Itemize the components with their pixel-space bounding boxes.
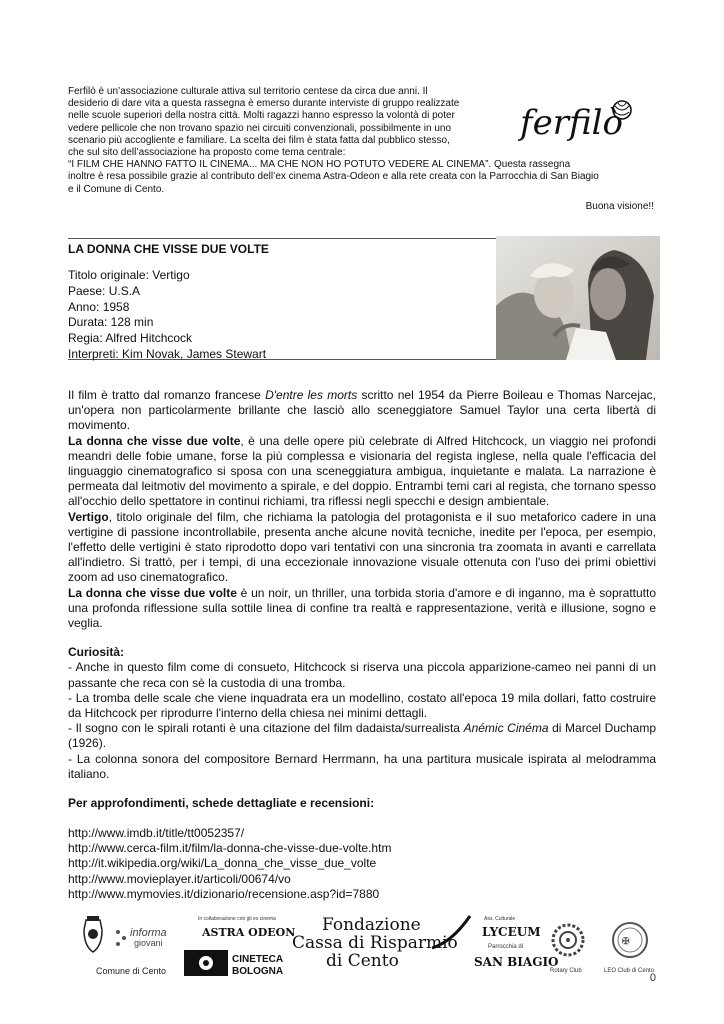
- curiosita-item: - La colonna sonora del compositore Bernard Herrmann, ha una partitura musicale ispirata al melodramma italiano.: [68, 751, 656, 781]
- informa-giovani-logo: [116, 927, 167, 948]
- film-detail: Interpreti: Kim Novak, James Stewart: [68, 346, 267, 361]
- leo-label: LEO Club di Cento: [604, 968, 655, 974]
- intro-line: scenario più accogliente e familiare. La scelta dei film è stata fatta dal pubblico stesso,: [68, 134, 450, 146]
- film-detail: Titolo originale: Vertigo: [68, 268, 190, 282]
- intro-line: inoltre è resa possibile grazie al contributo dell’ex cinema Astra-Odeon e alla rete creata con la Parrocchia di San Biagio: [68, 171, 599, 183]
- curiosita-item: - Il sogno con le spirali rotanti è una citazione del film dadaista/surrealista Anémic Cinéma di Marcel Duchamp (1926).: [68, 721, 657, 751]
- fondazione-cassa-logo: [292, 915, 470, 971]
- reference-link[interactable]: http://www.cerca-film.it/film/la-donna-che-visse-due-volte.htm: [68, 841, 392, 856]
- article-body: [68, 388, 656, 811]
- sponsor-logos: [60, 912, 660, 984]
- reference-link[interactable]: http://www.mymovies.it/dizionario/recensione.asp?id=7880: [68, 886, 380, 901]
- page-mark: 0: [649, 972, 656, 984]
- astra-small-label: In collaborazione con gli ex cinema: [198, 916, 276, 922]
- paragraph: La donna che visse due volte, è una delle opere più celebrate di Alfred Hitchcock, un viaggio nei profondi meandri delle fobie umane, forse la più complessa e visionaria del regista inglese, nella quale l'efficacia del linguaggio cinematografico si sposa con una sceneggiatura ambigua, inquietante e malata. La narrazione è permeata dal leitmotiv del movimento a spirale, e del doppio. Entrambi temi cari al regista, che tornano spesso all'occhio dello spettatore in continui richiami, tra riflessi negli specchi e design ambientale.: [68, 433, 657, 509]
- cineteca-label: CINETECA: [232, 954, 284, 965]
- fondazione-label: Fondazione: [322, 915, 421, 935]
- comune-label: Comune di Cento: [96, 966, 167, 976]
- film-still-photo: [496, 236, 660, 360]
- film-detail: Paese: U.S.A: [68, 283, 141, 298]
- intro-line: Ferfilò è un’associazione culturale attiva sul territorio centese da circa due anni. Il: [68, 86, 428, 97]
- lyceum-san-biagio-logo: [474, 916, 559, 969]
- san-biagio-label: SAN BIAGIO: [474, 955, 559, 969]
- informa-label: informa: [130, 927, 167, 939]
- intro-line: “I FILM CHE HANNO FATTO IL CINEMA... MA CHE NON HO POTUTO VEDERE AL CINEMA”. Questa rassegna: [68, 159, 571, 171]
- svg-text:✠: ✠: [622, 936, 630, 946]
- intro-line: e il Comune di Cento.: [68, 183, 165, 195]
- lyceum-small-label: Ass. Culturale: [484, 916, 516, 922]
- lyceum-label: LYCEUM: [482, 925, 541, 939]
- giovani-label: giovani: [134, 938, 163, 948]
- curiosita-item: - La tromba delle scale che viene inquadrata era un modellino, costato all'epoca 19 mila dollari, fatto costruire da Hitchcock per riprodurre l'interno della chiesa nei minimi dettagli.: [68, 690, 656, 721]
- astra-odeon-logo: [198, 916, 295, 939]
- ferfilo-logo-text: ferfilò: [520, 103, 623, 143]
- cento-label: di Cento: [326, 951, 399, 971]
- parrocchia-label: Parrocchia di: [488, 944, 524, 950]
- cassa-label: Cassa di Risparmio: [292, 933, 458, 953]
- links-list: [68, 826, 628, 902]
- film-detail: Regia: Alfred Hitchcock: [68, 331, 193, 346]
- paragraph: Vertigo, titolo originale del film, che richiama la patologia del protagonista e il suo metaforico cadere in una vertigine di passione incontrollabile, presenta anche alcune novità tecniche, inedite per l'epoca, per esempio, l'effetto delle vertigini è stato riprodotto dopo vari tentativi con una sincronia tra zoomata in avanti e carrellata all'indietro. Si trattò, per i tempi, di una eccezionale innovazione visuale ottenuta con l'uso dei primi obiettivi zoom ad uso cinematografico.: [68, 509, 656, 585]
- reference-link[interactable]: http://www.movieplayer.it/articoli/00674/vo: [68, 871, 291, 886]
- film-details: [68, 268, 496, 363]
- paragraph: La donna che visse due volte è un noir, un thriller, una torbida storia d'amore e di inganno, ma è soprattutto una profonda riflessione sulla sottile linea di confine tra realtà e rappresentazione, verità e illusione, sogno e veglia.: [68, 585, 656, 631]
- intro-line: desiderio di dare vita a questa rassegna è emerso durante interviste di gruppo realizzate: [68, 98, 460, 110]
- curiosita-heading: Curiosità:: [68, 645, 125, 660]
- cineteca-bologna-logo: [184, 950, 283, 977]
- signoff: Buona visione!!: [585, 201, 654, 212]
- astra-label: ASTRA ODEON: [202, 926, 296, 939]
- links-heading: Per approfondimenti, schede dettagliate e recensioni:: [68, 796, 375, 811]
- ferfilo-logo: [518, 96, 634, 146]
- film-detail: Anno: 1958: [68, 299, 130, 314]
- intro-line: vedere pellicole che non trovano spazio nei circuiti convenzionali, possibilmente in uno: [68, 122, 452, 134]
- film-title: LA DONNA CHE VISSE DUE VOLTE: [68, 242, 269, 256]
- paragraph: Il film è tratto dal romanzo francese D'entre les morts scritto nel 1954 da Pierre Boileau e Thomas Narcejac, un'opera non particolarmente brillante che lasciò allo sceneggiatore Samuel Taylor una certa libertà di movimento.: [68, 388, 656, 433]
- film-detail: Durata: 128 min: [68, 315, 154, 330]
- film-info-box: [68, 238, 496, 360]
- intro-line: che sul sito dell’associazione ha proposto come tema centrale:: [68, 147, 346, 159]
- bologna-label: BOLOGNA: [232, 966, 284, 977]
- novel-title: D'entre les morts: [265, 388, 358, 402]
- leo-club-logo: [604, 923, 655, 974]
- curiosita-item: - Anche in questo film come di consueto, Hitchcock si riserva una piccola apparizione-cameo nei panni di un passante che reca con sè la custodia di una tromba.: [68, 660, 656, 690]
- rotary-label: Rotary Club: [550, 968, 582, 974]
- reference-link[interactable]: http://www.imdb.it/title/tt0052357/: [68, 826, 245, 840]
- intro-line: nelle scuole superiori della nostra città. Molti ragazzi hanno espresso la volontà di poter: [68, 110, 455, 122]
- reference-link[interactable]: http://it.wikipedia.org/wiki/La_donna_che_visse_due_volte: [68, 856, 377, 871]
